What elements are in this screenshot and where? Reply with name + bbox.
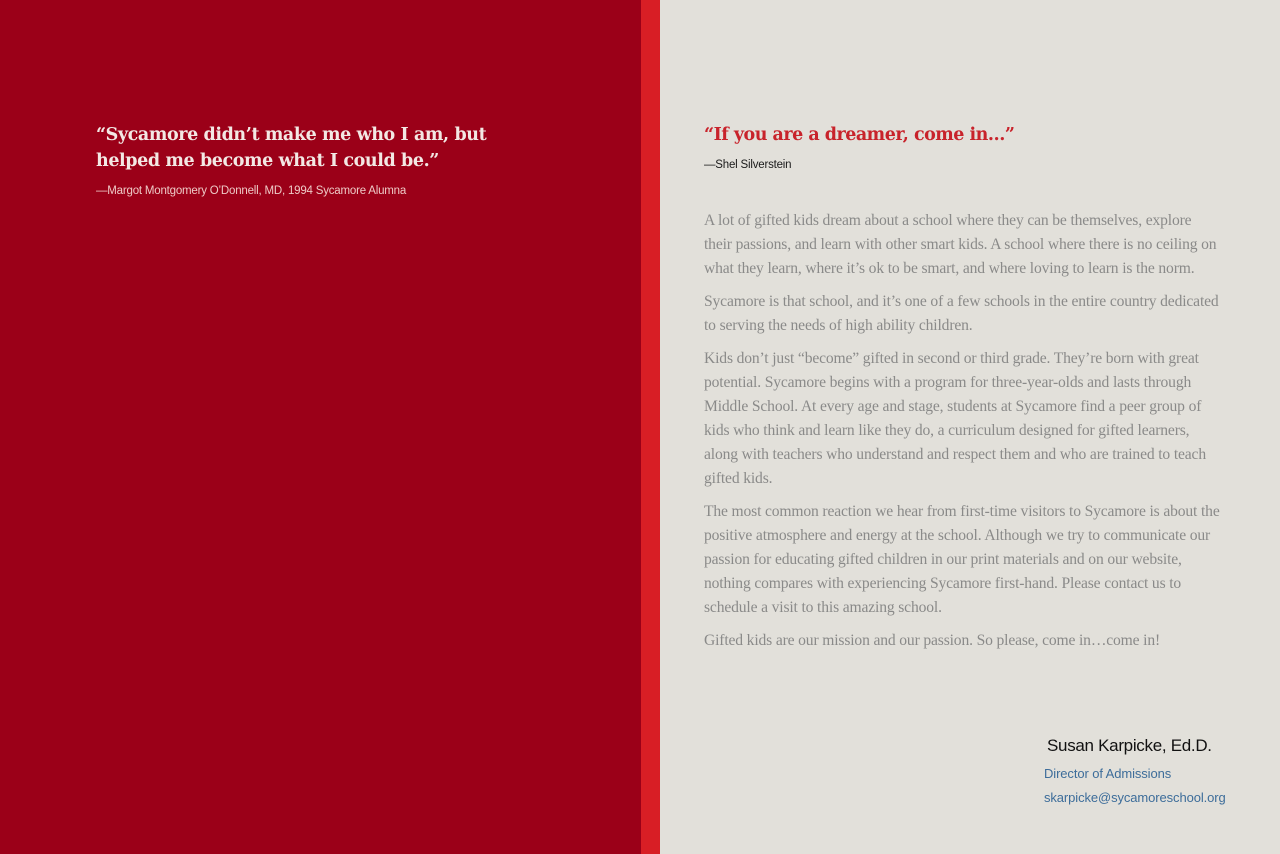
signer-name: Susan Karpicke, Ed.D. xyxy=(1047,736,1212,755)
alumna-attribution: —Margot Montgomery O’Donnell, MD, 1994 Sycamore Alumna xyxy=(96,185,407,197)
letter-body xyxy=(704,209,1220,662)
body-paragraph: Kids don’t just “become” gifted in second or third grade. They’re born with great potential. Sycamore begins with a program for three-year-olds and lasts through Middle School. At every age and stage, students at Sycamore find a peer group of kids who think and learn like they do, a curriculum designed for gifted learners, along with teachers who understand and respect them and who are trained to teach gifted kids. xyxy=(704,350,1206,487)
body-paragraph: Sycamore is that school, and it’s one of a few schools in the entire country dedicated to serving the needs of high ability children. xyxy=(704,293,1219,334)
signer-title: Director of Admissions xyxy=(1044,766,1172,781)
signature-block xyxy=(1044,734,1226,810)
body-paragraph: The most common reaction we hear from first-time visitors to Sycamore is about the positive atmosphere and energy at the school. Although we try to communicate our passion for educating gifted children in our print materials and on our website, nothing compares with experiencing Sycamore first-hand. Please contact us to schedule a visit to this amazing school. xyxy=(704,503,1220,616)
alumna-quote: “Sycamore didn’t make me who I am, but helped me become what I could be.” xyxy=(96,125,487,171)
body-paragraph: A lot of gifted kids dream about a school where they can be themselves, explore their passions, and learn with other smart kids. A school where there is no ceiling on what they learn, where it’s ok to be smart, and where loving to learn is the norm. xyxy=(704,212,1217,277)
red-divider-stripe xyxy=(641,0,660,854)
dreamer-quote: “If you are a dreamer, come in…” xyxy=(704,125,1015,145)
signer-email-link[interactable]: skarpicke@sycamoreschool.org xyxy=(1044,790,1226,805)
body-paragraph: Gifted kids are our mission and our passion. So please, come in…come in! xyxy=(704,632,1161,649)
quote-attribution: —Shel Silverstein xyxy=(704,159,792,171)
